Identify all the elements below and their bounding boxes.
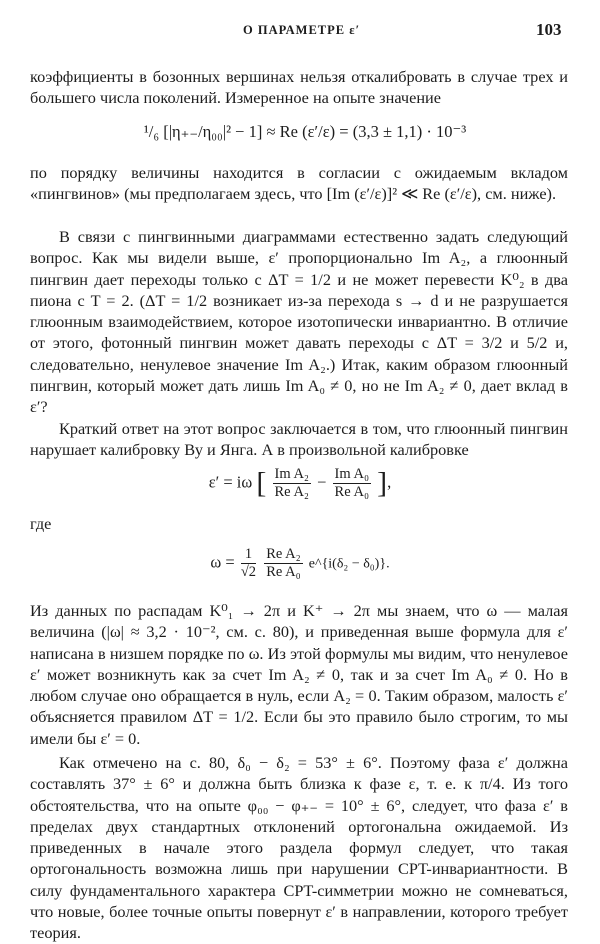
right-bracket: ] — [377, 466, 388, 500]
fraction-denominator: Re A₂ — [274, 484, 309, 500]
paragraph-1: коэффициенты в бозонных вершинах нельзя откалибровать в случае трех и большего числа поколений. Измеренное на опыте значение — [30, 67, 568, 108]
fraction-re-a2-re-a0 — [264, 546, 302, 581]
equation-2-tail: , — [387, 472, 392, 492]
left-bracket: [ — [256, 466, 267, 500]
equation-1-text: ¹/₆ [|η₊₋/η₀₀|² − 1] ≈ Re (ε′/ε) = (3,3 ± 1,1) · 10⁻³ — [143, 122, 467, 141]
paragraph-4: Краткий ответ на этот вопрос заключается в том, что глюонный пингвин нарушает калибровку Ву и Янга. А в произвольной калибровке — [30, 419, 568, 460]
running-title: О ПАРАМЕТРЕ ε′ — [243, 23, 361, 37]
minus-sign: − — [317, 472, 327, 492]
fraction-im-a2 — [273, 466, 311, 501]
where-word: где — [30, 514, 52, 533]
paragraph-5: Из данных по распадам K⁰₁ → 2π и K⁺ → 2π мы знаем, что ω — малая величина (|ω| ≈ 3,2 · 10⁻², см. с. 80), и приведенная выше формула для ε′ написана в низшем порядке по ω. Из этой формулы мы видим, что ненулевое ε′ может возникнуть как за счет Im A₂ ≠ 0, так и за счет Im A₀ ≠ 0. Но в любом случае оно обращается в нуль, если A₂ = 0. Таким образом, малость ε′ объясняется правилом ΔT = 1/2. Если бы это правило было строгим, то мы имели бы ε′ = 0. — [30, 601, 568, 748]
equation-2 — [0, 466, 600, 501]
fraction-numerator: Re A₂ — [266, 546, 301, 562]
fraction-numerator: 1 — [241, 546, 256, 564]
fraction-im-a0 — [333, 466, 371, 501]
paragraph-3: В связи с пингвинными диаграммами естественно задать следующий вопрос. Как мы видели выше, ε′ пропорционально Im A₂, а глюонный пингвин дает переходы только с ΔT = 1/2 и не может перевести K⁰₂ в два пиона с T = 2. (ΔT = 1/2 возникает из-за перехода s → d и не разрушается глюонным взаимодействием, которое изотопически инвариантно. В отличие от этого, фотонный пингвин может давать переходы с ΔT = 3/2 и 5/2 и, следовательно, ненулевое значение Im A₂.) Итак, каким образом глюонный пингвин, который может дать лишь Im A₀ ≠ 0, но не Im A₂ ≠ 0, дает вклад в ε′? — [30, 227, 568, 417]
fraction-denominator: Re A₀ — [334, 484, 370, 500]
equation-3 — [0, 546, 600, 581]
phase-exponent: e^{i(δ₂ − δ₀)}. — [308, 556, 390, 572]
page-number: 103 — [536, 20, 562, 39]
paragraph-2: по порядку величины находится в согласии с ожидаемым вкладом «пингвинов» (мы предполагаем здесь, что [Im (ε′/ε)]² ≪ Re (ε′/ε), см. ниже). — [30, 163, 568, 204]
equation-3-lhs: ω = — [210, 552, 235, 572]
fraction-denominator: √2 — [240, 564, 257, 580]
fraction-numerator: Im A₂ — [274, 466, 309, 482]
equation-2-lhs: ε′ = iω — [208, 472, 253, 492]
page-header — [0, 20, 600, 40]
fraction-numerator: Im A₀ — [334, 466, 370, 482]
fraction-one-over-root2 — [241, 546, 256, 581]
fraction-denominator: Re A₀ — [266, 564, 301, 580]
equation-1 — [0, 121, 600, 143]
paragraph-6: Как отмечено на с. 80, δ₀ − δ₂ = 53° ± 6°. Поэтому фаза ε′ должна составлять 37° ± 6° и должна быть близка к фазе ε, т. е. к π/4. Из того обстоятельства, что на опыте φ₀₀ − φ₊₋ = 10° ± 6°, следует, что фаза ε′ в пределах двух стандартных отклонений ортогональна ожидаемой. Из приведенных в начале этого раздела формул следует, что такая ортогональность возможна лишь при нарушении CPT-инвариантности. В силу фундаментального характера CPT-симметрии можно не сомневаться, что новые, более точные опыты повернут ε′ в направлении, которого требует теория. — [30, 753, 568, 943]
